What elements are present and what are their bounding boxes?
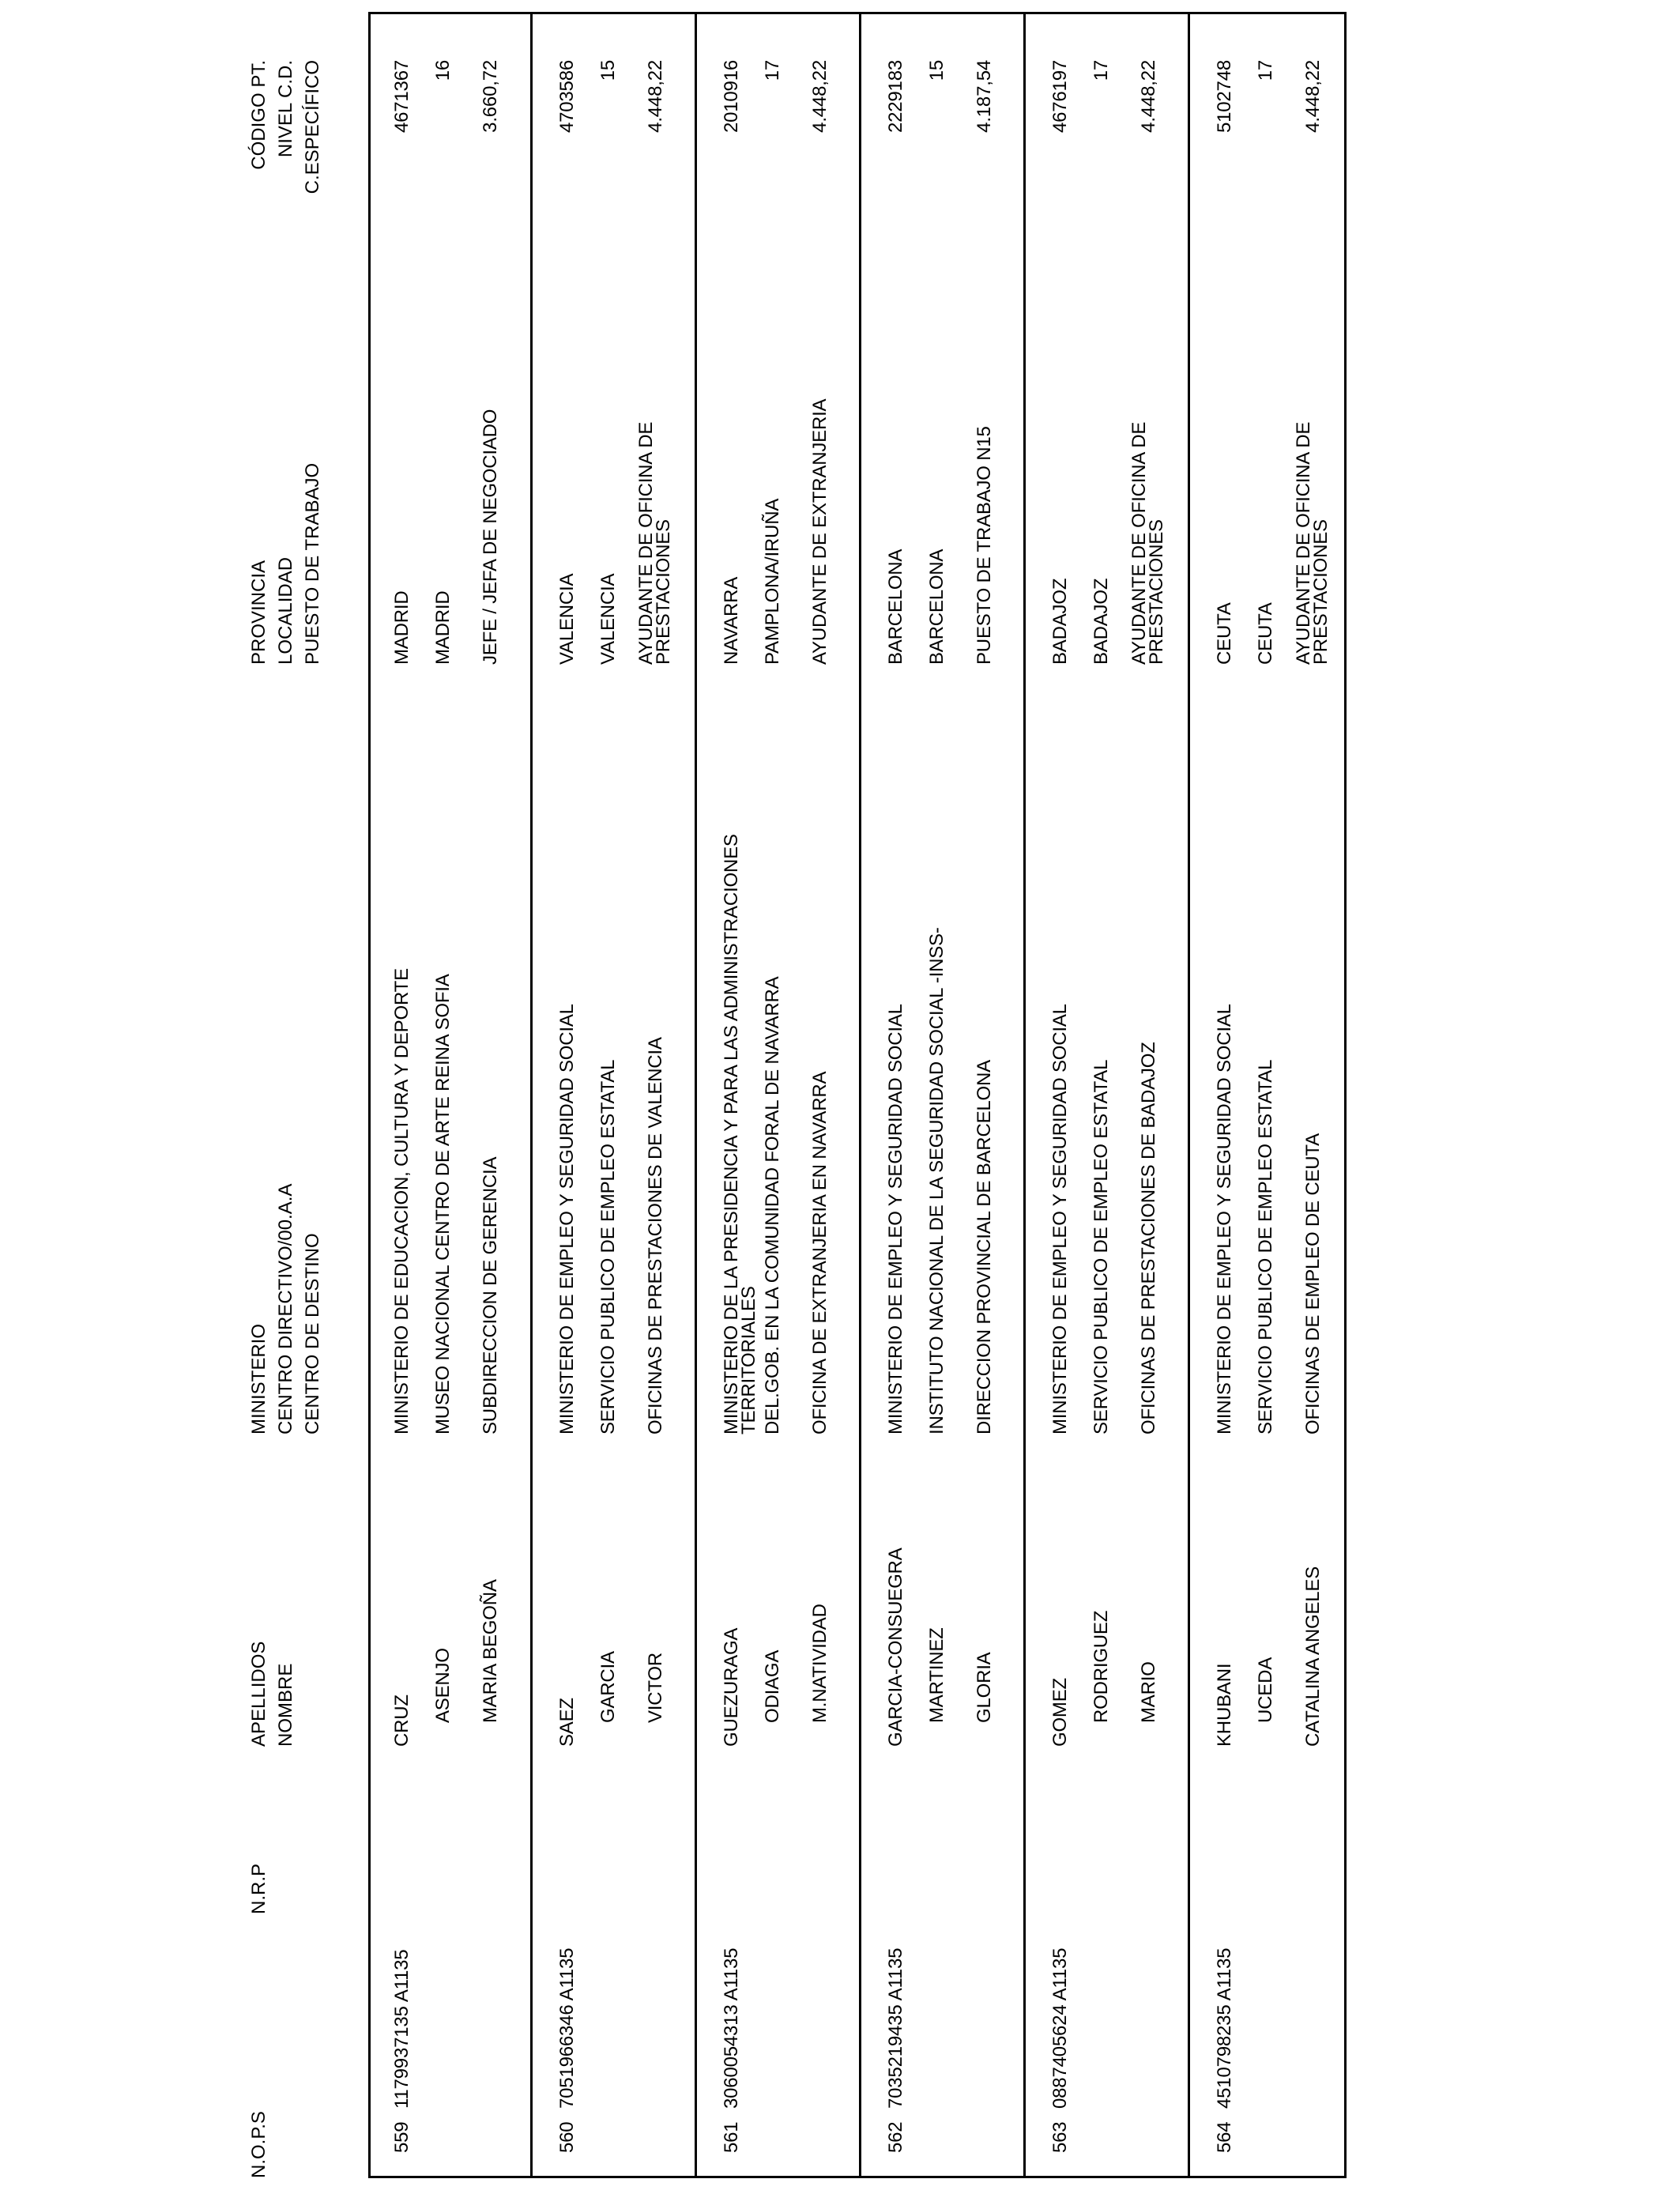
header-centro-destino: CENTRO DE DESTINO bbox=[302, 1233, 323, 1434]
nivel-cell: 15 bbox=[926, 60, 947, 81]
nivel-cell: 15 bbox=[597, 60, 619, 81]
nivel-cell: 16 bbox=[432, 60, 454, 81]
apellido2-cell: RODRIGUEZ bbox=[1090, 1610, 1112, 1723]
nombre-cell: MARIO bbox=[1138, 1661, 1159, 1723]
row-separator bbox=[859, 12, 861, 2178]
localidad-cell: BADAJOZ bbox=[1090, 578, 1112, 665]
header-provincia: PROVINCIA bbox=[248, 560, 269, 665]
codigo-cell: 4671367 bbox=[391, 60, 412, 134]
apellido1-cell: GOMEZ bbox=[1049, 1678, 1071, 1747]
nops-cell: 561 bbox=[721, 2121, 742, 2153]
localidad-cell: MADRID bbox=[432, 590, 454, 665]
nombre-cell: MARIA BEGOÑA bbox=[480, 1579, 501, 1723]
especifico-cell: 4.448,22 bbox=[809, 60, 831, 133]
nrp-cell: 1179937135 A1135 bbox=[391, 1949, 412, 2109]
puesto-cell-line2: PRESTACIONES bbox=[1310, 519, 1332, 665]
especifico-cell: 4.448,22 bbox=[1302, 60, 1324, 133]
provincia-cell: VALENCIA bbox=[556, 573, 578, 665]
row-separator bbox=[1188, 12, 1190, 2178]
nops-cell: 564 bbox=[1214, 2121, 1235, 2153]
header-nops: N.O.P.S bbox=[248, 2111, 269, 2178]
especifico-cell: 4.448,22 bbox=[645, 60, 666, 133]
centro-destino-cell: OFICINAS DE EMPLEO DE CEUTA bbox=[1302, 1133, 1324, 1434]
centro-destino-cell: OFICINA DE EXTRANJERIA EN NAVARRA bbox=[809, 1071, 831, 1434]
centro-directivo-cell: SERVICIO PUBLICO DE EMPLEO ESTATAL bbox=[1090, 1059, 1112, 1434]
nrp-cell: 4510798235 A1135 bbox=[1214, 1947, 1235, 2109]
localidad-cell: VALENCIA bbox=[597, 573, 619, 665]
centro-destino-cell: SUBDIRECCION DE GERENCIA bbox=[480, 1156, 501, 1434]
puesto-cell: AYUDANTE DE OFICINA DE bbox=[1293, 421, 1314, 665]
provincia-cell: MADRID bbox=[391, 590, 412, 665]
centro-directivo-cell: MUSEO NACIONAL CENTRO DE ARTE REINA SOFIA bbox=[432, 974, 454, 1434]
header-nivel: NIVEL C.D. bbox=[275, 60, 296, 158]
puesto-cell: AYUDANTE DE OFICINA DE bbox=[1128, 421, 1150, 665]
header-apellidos: APELLIDOS bbox=[248, 1641, 269, 1747]
especifico-cell: 4.187,54 bbox=[974, 60, 995, 133]
especifico-cell: 3.660,72 bbox=[480, 60, 501, 133]
localidad-cell: BARCELONA bbox=[926, 548, 947, 665]
localidad-cell: CEUTA bbox=[1255, 602, 1276, 665]
puesto-cell: AYUDANTE DE EXTRANJERIA bbox=[809, 398, 831, 665]
apellido2-cell: MARTINEZ bbox=[926, 1627, 947, 1723]
nombre-cell: VICTOR bbox=[645, 1652, 666, 1723]
nivel-cell: 17 bbox=[762, 60, 783, 81]
nrp-cell: 0887405624 A1135 bbox=[1049, 1947, 1071, 2109]
puesto-cell: JEFE / JEFA DE NEGOCIADO bbox=[480, 409, 501, 665]
header-puesto: PUESTO DE TRABAJO bbox=[302, 462, 323, 665]
apellido2-cell: GARCIA bbox=[597, 1651, 619, 1723]
header-codigo: CÓDIGO PT. bbox=[248, 60, 269, 170]
ministerio-cell-line2: TERRITORIALES bbox=[738, 1286, 759, 1434]
header-localidad: LOCALIDAD bbox=[275, 556, 296, 665]
provincia-cell: BADAJOZ bbox=[1049, 578, 1071, 665]
nops-cell: 559 bbox=[391, 2121, 412, 2153]
centro-destino-cell: OFICINAS DE PRESTACIONES DE VALENCIA bbox=[645, 1037, 666, 1434]
ministerio-cell: MINISTERIO DE EMPLEO Y SEGURIDAD SOCIAL bbox=[885, 1004, 906, 1434]
nops-cell: 562 bbox=[885, 2121, 906, 2153]
nombre-cell: GLORIA bbox=[974, 1652, 995, 1723]
centro-destino-cell: DIRECCION PROVINCIAL DE BARCELONA bbox=[974, 1060, 995, 1434]
apellido1-cell: GUEZURAGA bbox=[721, 1627, 742, 1747]
nivel-cell: 17 bbox=[1255, 60, 1276, 81]
apellido2-cell: UCEDA bbox=[1255, 1657, 1276, 1723]
ministerio-cell: MINISTERIO DE EMPLEO Y SEGURIDAD SOCIAL bbox=[556, 1004, 578, 1434]
ministerio-cell: MINISTERIO DE EMPLEO Y SEGURIDAD SOCIAL bbox=[1049, 1004, 1071, 1434]
centro-directivo-cell: SERVICIO PUBLICO DE EMPLEO ESTATAL bbox=[1255, 1059, 1276, 1434]
header-especifico: C.ESPECÍFICO bbox=[302, 60, 323, 194]
row-separator bbox=[530, 12, 533, 2178]
apellido1-cell: CRUZ bbox=[391, 1695, 412, 1747]
nops-cell: 560 bbox=[556, 2121, 578, 2153]
apellido2-cell: ODIAGA bbox=[762, 1649, 783, 1723]
nrp-cell: 3060054313 A1135 bbox=[721, 1947, 742, 2109]
nrp-cell: 7051966346 A1135 bbox=[556, 1947, 578, 2109]
apellido1-cell: KHUBANI bbox=[1214, 1663, 1235, 1747]
puesto-cell-line2: PRESTACIONES bbox=[1146, 519, 1167, 665]
provincia-cell: BARCELONA bbox=[885, 548, 906, 665]
codigo-cell: 2010916 bbox=[721, 60, 742, 134]
codigo-cell: 4676197 bbox=[1049, 60, 1071, 134]
nrp-cell: 7035219435 A1135 bbox=[885, 1947, 906, 2109]
puesto-cell: PUESTO DE TRABAJO N15 bbox=[974, 426, 995, 665]
localidad-cell: PAMPLONA/IRUÑA bbox=[762, 498, 783, 665]
ministerio-cell: MINISTERIO DE EMPLEO Y SEGURIDAD SOCIAL bbox=[1214, 1004, 1235, 1434]
apellido1-cell: SAEZ bbox=[556, 1698, 578, 1747]
especifico-cell: 4.448,22 bbox=[1138, 60, 1159, 133]
header-centro-directivo: CENTRO DIRECTIVO/00.A.A bbox=[275, 1183, 296, 1434]
puesto-cell-line2: PRESTACIONES bbox=[653, 519, 674, 665]
codigo-cell: 2229183 bbox=[885, 60, 906, 134]
row-separator bbox=[1023, 12, 1026, 2178]
centro-directivo-cell: DEL.GOB. EN LA COMUNIDAD FORAL DE NAVARRA bbox=[762, 976, 783, 1434]
header-nrp: N.R.P bbox=[248, 1863, 269, 1914]
nombre-cell: CATALINA ANGELES bbox=[1302, 1566, 1324, 1747]
header-ministerio: MINISTERIO bbox=[248, 1323, 269, 1434]
nivel-cell: 17 bbox=[1090, 60, 1112, 81]
ministerio-cell: MINISTERIO DE LA PRESIDENCIA Y PARA LAS ADMINISTRACIONES bbox=[721, 834, 742, 1434]
centro-directivo-cell: INSTITUTO NACIONAL DE LA SEGURIDAD SOCIAL -INSS- bbox=[926, 927, 947, 1434]
ministerio-cell: MINISTERIO DE EDUCACION, CULTURA Y DEPORTE bbox=[391, 968, 412, 1434]
codigo-cell: 5102748 bbox=[1214, 60, 1235, 134]
apellido2-cell: ASENJO bbox=[432, 1648, 454, 1723]
provincia-cell: CEUTA bbox=[1214, 602, 1235, 665]
codigo-cell: 4703586 bbox=[556, 60, 578, 134]
provincia-cell: NAVARRA bbox=[721, 576, 742, 665]
nops-cell: 563 bbox=[1049, 2121, 1071, 2153]
row-separator bbox=[695, 12, 697, 2178]
centro-directivo-cell: SERVICIO PUBLICO DE EMPLEO ESTATAL bbox=[597, 1059, 619, 1434]
corner-tick bbox=[368, 2176, 381, 2178]
apellido1-cell: GARCIA-CONSUEGRA bbox=[885, 1547, 906, 1747]
centro-destino-cell: OFICINAS DE PRESTACIONES DE BADAJOZ bbox=[1138, 1042, 1159, 1434]
table-frame bbox=[368, 12, 1347, 2178]
nombre-cell: M.NATIVIDAD bbox=[809, 1604, 831, 1723]
puesto-cell: AYUDANTE DE OFICINA DE bbox=[635, 421, 657, 665]
header-nombre: NOMBRE bbox=[275, 1663, 296, 1747]
